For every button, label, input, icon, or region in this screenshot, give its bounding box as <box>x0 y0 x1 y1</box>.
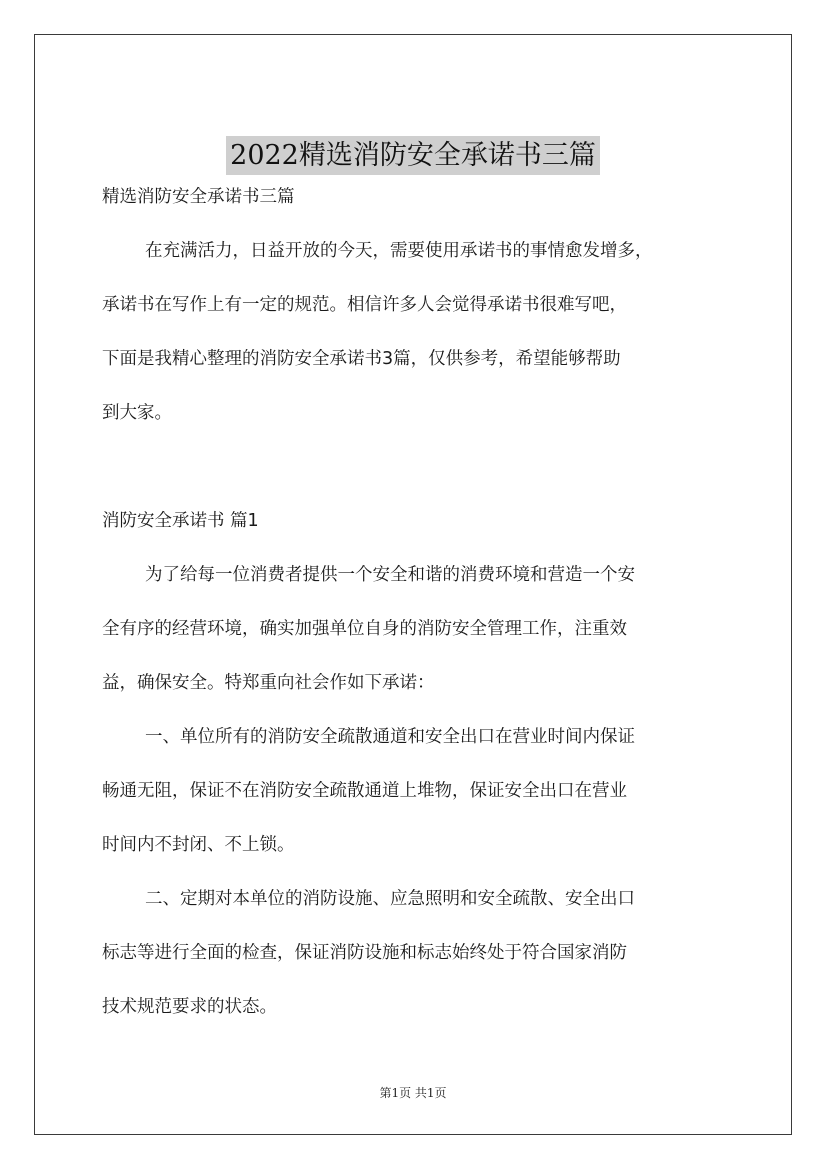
intro-line: 承诺书在写作上有一定的规范。相信许多人会觉得承诺书很难写吧， <box>102 295 627 315</box>
document-page <box>34 34 792 1135</box>
section-line: 一、单位所有的消防安全疏散通道和安全出口在营业时间内保证 <box>145 727 635 747</box>
section-line: 标志等进行全面的检查，保证消防设施和标志始终处于符合国家消防 <box>102 943 627 963</box>
section-line: 益，确保安全。特郑重向社会作如下承诺： <box>102 673 435 693</box>
intro-line: 下面是我精心整理的消防安全承诺书3篇，仅供参考，希望能够帮助 <box>102 349 621 369</box>
section-line: 畅通无阻，保证不在消防安全疏散通道上堆物，保证安全出口在营业 <box>102 781 627 801</box>
section-heading: 消防安全承诺书 篇1 <box>102 511 259 531</box>
intro-line: 在充满活力，日益开放的今天，需要使用承诺书的事情愈发增多， <box>145 241 653 261</box>
section-line: 时间内不封闭、不上锁。 <box>102 835 295 855</box>
subtitle: 精选消防安全承诺书三篇 <box>102 187 295 207</box>
section-line: 全有序的经营环境，确实加强单位自身的消防安全管理工作，注重效 <box>102 619 627 639</box>
section-line: 技术规范要求的状态。 <box>102 997 277 1017</box>
document-body <box>102 35 742 1035</box>
section-line: 为了给每一位消费者提供一个安全和谐的消费环境和营造一个安 <box>145 565 635 585</box>
section-line: 二、定期对本单位的消防设施、应急照明和安全疏散、安全出口 <box>145 889 635 909</box>
intro-line: 到大家。 <box>102 403 172 423</box>
document-title: 2022精选消防安全承诺书三篇 <box>226 136 600 175</box>
page-footer: 第1页 共1页 <box>379 1086 447 1100</box>
